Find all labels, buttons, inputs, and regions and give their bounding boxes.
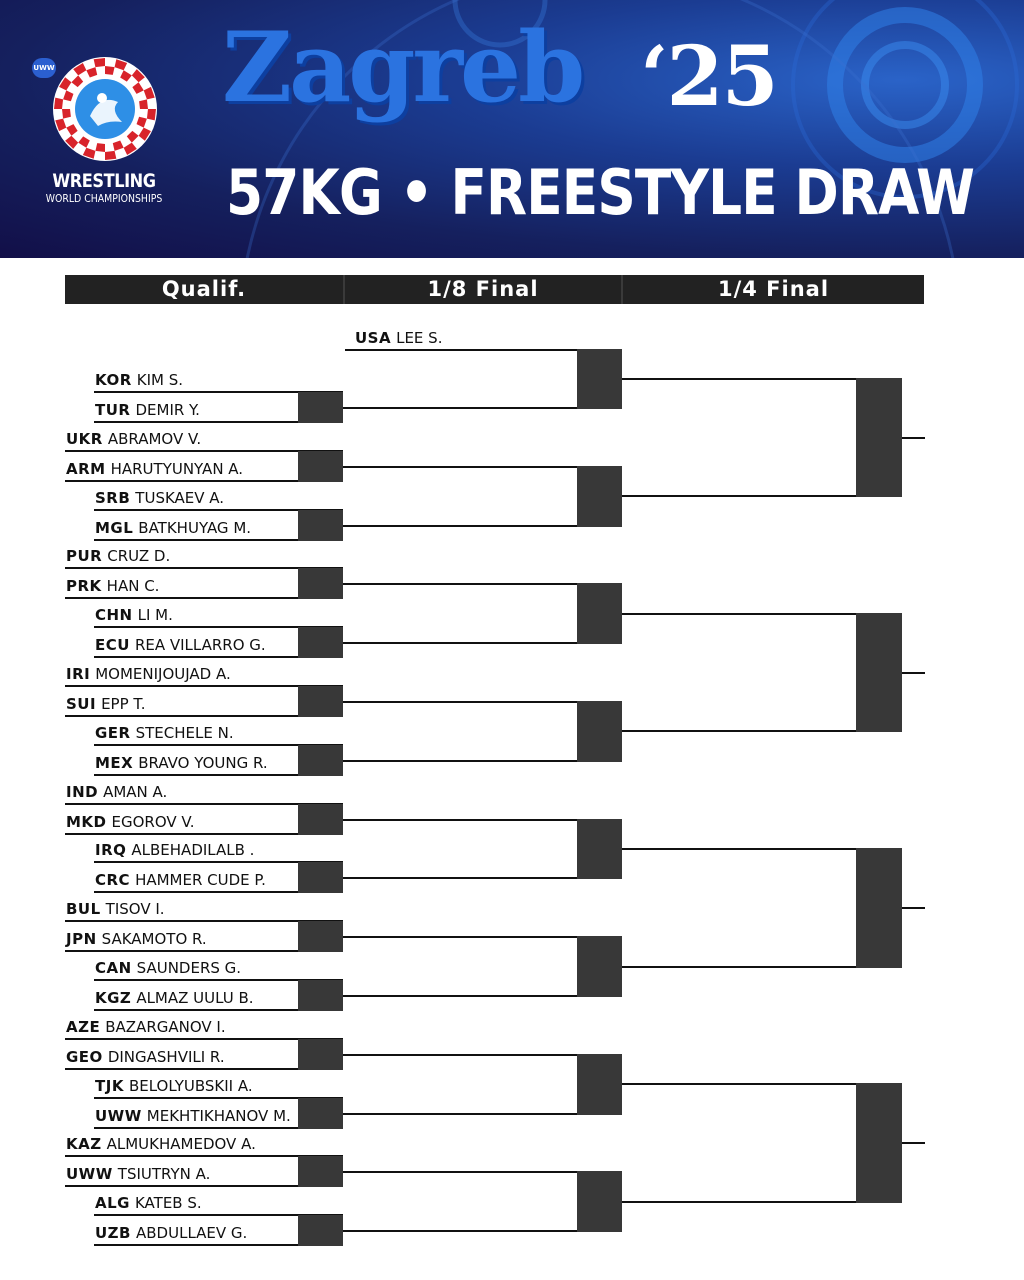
bracket-line	[902, 437, 925, 439]
wrestler-name: TUSKAEV A.	[135, 488, 225, 507]
bracket-line	[343, 525, 578, 527]
wrestler-name: LI M.	[137, 606, 173, 625]
wrestler-entry	[95, 988, 254, 1008]
bout-box	[298, 568, 343, 599]
country-code: ALG	[95, 1194, 130, 1213]
bracket-line	[343, 642, 578, 644]
wrestler-name: HAN C.	[106, 577, 160, 596]
uww-badge: UWW	[32, 58, 56, 78]
wrestler-entry	[95, 518, 251, 538]
logo-subtitle: WORLD CHAMPIONSHIPS	[45, 192, 163, 205]
bracket-line	[343, 936, 578, 938]
bout-box	[298, 745, 343, 776]
wrestler-entry	[66, 459, 243, 479]
bout-box	[298, 1098, 343, 1129]
country-code: PUR	[66, 547, 103, 566]
country-code: TUR	[95, 401, 131, 419]
country-code: UZB	[95, 1224, 131, 1243]
bracket-line	[622, 966, 857, 968]
wrestler-entry	[95, 370, 183, 390]
bracket-line	[622, 613, 857, 615]
championship-logo	[50, 54, 160, 164]
wrestler-name: ABRAMOV V.	[107, 429, 202, 448]
country-code: PRK	[66, 577, 102, 596]
bout-box	[298, 980, 343, 1011]
wrestler-name: MEKHTIKHANOV M.	[146, 1106, 291, 1125]
wrestler-entry	[66, 1134, 256, 1154]
wrestler-name: ALBEHADILALB .	[131, 841, 255, 860]
bracket-line	[622, 1201, 857, 1203]
bracket-line	[343, 877, 578, 879]
country-code: KOR	[95, 371, 132, 389]
bout-box	[298, 451, 343, 482]
wrestler-name: CRUZ D.	[107, 547, 171, 566]
bout-box	[577, 1171, 622, 1232]
bracket-line	[343, 407, 578, 409]
country-code: MEX	[95, 753, 134, 772]
bout-box	[298, 804, 343, 835]
event-title: 57KG • FREESTYLE DRAW	[226, 156, 975, 229]
wrestler-name: ALMAZ UULU B.	[136, 989, 254, 1007]
bout-box	[577, 349, 622, 409]
wrestler-entry	[66, 694, 146, 714]
wrestler-name: EGOROV V.	[111, 812, 195, 831]
event-year: ‘25	[640, 29, 777, 125]
bout-box	[298, 1039, 343, 1070]
bye-entry	[355, 328, 442, 348]
wrestler-entry	[66, 576, 159, 596]
column-header-qualif: Qualif.	[65, 275, 343, 304]
bracket-line	[343, 466, 578, 468]
bout-box	[298, 862, 343, 893]
bout-box	[577, 1054, 622, 1115]
wrestler-entry	[95, 870, 266, 890]
bout-box	[298, 1215, 343, 1246]
wrestler-entry	[95, 753, 268, 773]
country-code: GER	[95, 723, 131, 742]
country-code: CHN	[95, 606, 133, 625]
bracket-line	[622, 848, 857, 850]
bracket-line	[343, 701, 578, 703]
bracket-line	[345, 349, 578, 351]
bout-box	[577, 583, 622, 644]
wrestler-name: DEMIR Y.	[135, 401, 200, 419]
bracket-line	[902, 1142, 925, 1144]
country-code: JPN	[66, 930, 97, 949]
bout-box	[856, 378, 902, 497]
wrestler-entry	[66, 429, 201, 449]
country-code: MGL	[95, 518, 134, 537]
country-code: KGZ	[95, 989, 132, 1007]
wrestler-entry	[95, 840, 254, 860]
wrestler-entry	[66, 1164, 210, 1184]
bout-box	[298, 627, 343, 658]
wrestler-name: HARUTYUNYAN A.	[110, 459, 244, 478]
event-banner	[0, 0, 1024, 258]
country-code: CAN	[95, 959, 132, 977]
country-code: UWW	[66, 1165, 113, 1184]
wrestler-name: LEE S.	[396, 329, 443, 347]
bout-box	[577, 819, 622, 880]
wrestler-name: SAKAMOTO R.	[101, 930, 207, 949]
wrestler-entry	[95, 1193, 202, 1213]
bout-box	[856, 613, 902, 733]
wrestler-entry	[95, 1223, 247, 1243]
wrestler-entry	[95, 488, 224, 508]
wrestler-name: ABDULLAEV G.	[136, 1224, 248, 1243]
wrestler-name: REA VILLARRO G.	[134, 636, 266, 655]
country-code: TJK	[95, 1076, 124, 1095]
wrestler-name: SAUNDERS G.	[136, 959, 242, 977]
bout-box	[298, 1156, 343, 1187]
wrestler-entry	[95, 605, 173, 625]
wrestler-entry	[66, 1047, 225, 1067]
country-code: BUL	[66, 900, 101, 919]
bracket-line	[622, 495, 857, 497]
wrestler-name: DINGASHVILI R.	[107, 1047, 225, 1066]
header-divider	[621, 275, 623, 304]
bout-box	[577, 701, 622, 762]
wrestler-name: MOMENIJOUJAD A.	[95, 665, 231, 683]
country-code: SUI	[66, 695, 97, 713]
country-code: KAZ	[66, 1135, 102, 1154]
host-city: Zagreb	[222, 11, 583, 124]
header-divider	[343, 275, 345, 304]
wrestler-entry	[66, 546, 170, 566]
bracket-line	[622, 378, 857, 380]
bracket-line	[343, 583, 578, 585]
country-code: ARM	[66, 459, 106, 478]
wrestler-entry	[66, 812, 195, 832]
bout-box	[856, 848, 902, 968]
wrestler-entry	[95, 400, 200, 420]
wrestler-name: ALMUKHAMEDOV A.	[106, 1135, 256, 1154]
country-code: AZE	[66, 1017, 101, 1036]
wrestler-name: KIM S.	[136, 371, 184, 389]
wrestler-name: EPP T.	[101, 695, 146, 713]
country-code: SRB	[95, 488, 131, 507]
wrestler-entry	[66, 664, 231, 684]
country-code: IRQ	[95, 841, 127, 860]
column-header-eighth-final: 1/8 Final	[345, 275, 621, 304]
wrestler-entry	[95, 723, 234, 743]
country-code: MKD	[66, 812, 107, 831]
wrestler-name: STECHELE N.	[135, 723, 234, 742]
bracket-line	[902, 672, 925, 674]
wrestler-entry	[95, 958, 241, 978]
bracket-line	[343, 819, 578, 821]
country-code: UKR	[66, 429, 103, 448]
country-code: IND	[66, 782, 99, 801]
bracket-line	[343, 1113, 578, 1115]
wrestler-name: BAZARGANOV I.	[105, 1017, 226, 1036]
country-code: IRI	[66, 665, 91, 683]
country-code: GEO	[66, 1047, 103, 1066]
bracket-line	[343, 1054, 578, 1056]
wrestler-entry	[66, 782, 167, 802]
wrestler-entry	[66, 929, 207, 949]
bout-box	[298, 510, 343, 541]
wrestler-name: KATEB S.	[134, 1194, 202, 1213]
wrestler-entry	[66, 1017, 226, 1037]
logo-title: WRESTLING	[52, 170, 156, 192]
bracket-line	[343, 1171, 578, 1173]
wrestler-name: BELOLYUBSKII A.	[128, 1076, 253, 1095]
bracket-line	[622, 730, 857, 732]
wrestler-name: HAMMER CUDE P.	[135, 871, 266, 890]
column-header-quarter-final: 1/4 Final	[623, 275, 924, 304]
bout-box	[298, 921, 343, 952]
country-code: CRC	[95, 871, 131, 890]
country-code: UWW	[95, 1106, 142, 1125]
bout-box	[298, 392, 343, 423]
wrestler-name: BRAVO YOUNG R.	[138, 753, 268, 772]
bout-box	[577, 466, 622, 527]
country-code: ECU	[95, 636, 130, 655]
wrestler-name: TISOV I.	[105, 900, 165, 919]
wrestler-entry	[95, 1076, 253, 1096]
bout-box	[298, 686, 343, 717]
bracket-line	[343, 995, 578, 997]
bout-box	[856, 1083, 902, 1203]
bracket-line	[902, 907, 925, 909]
wrestler-name: BATKHUYAG M.	[138, 518, 252, 537]
wrestler-name: AMAN A.	[103, 782, 168, 801]
wrestler-name: TSIUTRYN A.	[117, 1165, 211, 1184]
country-code: USA	[355, 329, 392, 347]
wrestler-entry	[95, 635, 266, 655]
bout-box	[577, 936, 622, 997]
bracket-line	[622, 1083, 857, 1085]
wrestler-entry	[66, 899, 165, 919]
bracket-line	[343, 760, 578, 762]
wrestler-entry	[95, 1106, 291, 1126]
bracket-line	[343, 1230, 578, 1232]
